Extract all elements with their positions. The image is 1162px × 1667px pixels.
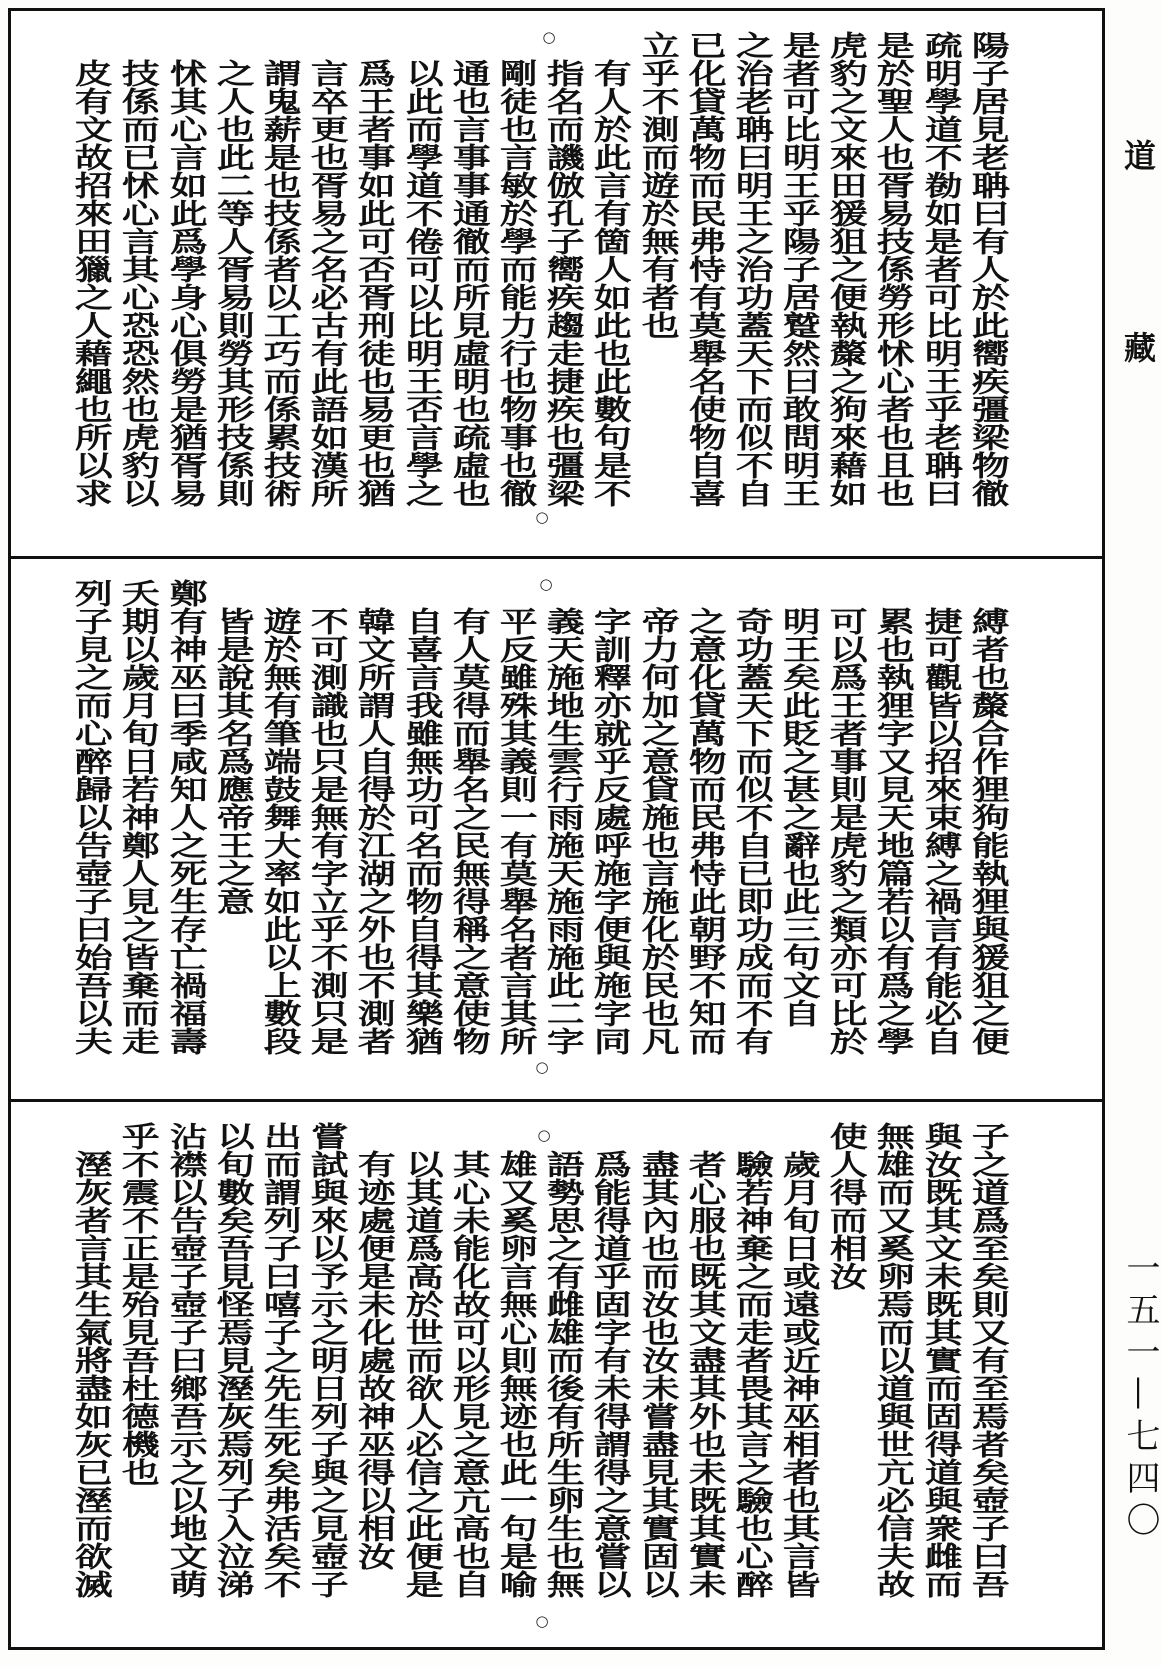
text-column: 嘗試與來以予示之明日列子與之見壺子	[305, 1122, 351, 1598]
commentary-column: 皮有文故招來田獵之人藉繩也所以求	[69, 59, 115, 507]
circle-mark: ○	[539, 575, 553, 593]
commentary-column: 其心未能化故可以形見之意亢高也自	[447, 1150, 492, 1598]
text-column: 是者可比明王乎陽子居蹵然曰敢問明王	[777, 31, 823, 507]
text-column: 之治老聃曰明王之治功蓋天下而似不自	[730, 31, 775, 507]
commentary-column: 不可測識也只是無有字立乎不測只是	[305, 607, 351, 1055]
text-panel-top	[11, 11, 1102, 556]
commentary-column: 奇功蓋天下而似不自已即功成而不有	[730, 607, 775, 1055]
commentary-column: 有人莫得而舉名之民無得稱之意使物	[447, 607, 492, 1055]
text-column: 出而謂列子曰嘻子之先生死矣弗活矣不	[258, 1122, 303, 1598]
text-column: 以旬數矣吾見怪焉見溼灰焉列子入泣涕	[211, 1122, 256, 1598]
text-column: 疏明學道不勌如是者可比明王乎老聃曰	[919, 31, 964, 507]
page-frame	[8, 8, 1105, 1650]
commentary-column: 通也言事事通徹而所見虛明也疏虛也	[447, 59, 492, 507]
commentary-column: 言卒更也胥易之名必古有此語如漢所	[305, 59, 351, 507]
text-column: 列子見之而心醉歸以告壺子曰始吾以夫	[69, 579, 115, 1055]
commentary-column: 以其道爲高於世而欲人必信之此便是	[400, 1150, 445, 1598]
commentary-column: 帝力何加之意貸施也言施化於民也凡	[635, 607, 681, 1055]
commentary-column: 捷可觀皆以招來束縛之禍言有能必自	[919, 607, 964, 1055]
text-column: 子之道爲至矣則又有至焉者矣壺子曰吾	[966, 1122, 1011, 1598]
commentary-column: 縛者也斄合作狸狗能執狸與猨狙之便	[966, 607, 1011, 1055]
circle-mark: ○	[542, 28, 556, 46]
commentary-column: 怵其心言如此爲學身心俱勞是猶胥易	[164, 59, 209, 507]
margin-title-char: 藏	[1123, 329, 1156, 367]
text-column: 是於聖人也胥易技係勞形怵心者也且也	[871, 31, 917, 507]
commentary-column: 技係而已怵心言其心恐恐然也虎豹以	[116, 59, 162, 507]
text-column: 已化貸萬物而民弗恃有莫舉名使物自喜	[683, 31, 728, 507]
commentary-column: 之意化貸萬物而民弗恃此朝野不知而	[683, 607, 728, 1055]
commentary-column: 有迹處便是未化處故神巫得以相汝	[352, 1150, 398, 1570]
commentary-column: 義天施地生雲行雨施天施雨施此二字	[541, 607, 587, 1055]
commentary-column: 歲月旬日或遠或近神巫相者也其言皆	[777, 1150, 823, 1598]
margin-title-char: 道	[1123, 137, 1156, 175]
commentary-column: 爲能得道乎固字有未得謂得之意嘗以	[588, 1150, 634, 1598]
commentary-column: 盡其內也而汝也汝未嘗盡見其實固以	[635, 1150, 681, 1598]
commentary-column: 可以爲王者事則是虎豹之類亦可比於	[824, 607, 870, 1055]
commentary-column: 有人於此言有箇人如此也此數句是不	[588, 59, 634, 507]
text-column: 無雄而又奚卵焉而以道與世亢必信夫故	[871, 1122, 917, 1598]
circle-mark: ○	[537, 1126, 551, 1144]
commentary-column: 累也執狸字又見天地篇若以有爲之學	[871, 607, 917, 1055]
circle-mark: ○	[535, 1612, 549, 1630]
commentary-column: 皆是說其名爲應帝王之意	[211, 607, 256, 915]
circle-mark: ○	[535, 508, 549, 526]
commentary-column: 語勢思之有雌雄而後有所生卵生也無	[541, 1150, 587, 1598]
text-column: 沾襟以告壺子壺子曰鄉吾示之以地文萌	[164, 1122, 209, 1598]
commentary-column: 明王矣此貶之甚之辭也此三句文自	[777, 607, 823, 1027]
commentary-column: 溼灰者言其生氣將盡如灰已溼而欲滅	[69, 1150, 115, 1598]
commentary-column: 剛徒也言敏於學而能力行也物事也徹	[494, 59, 539, 507]
commentary-column: 韓文所謂人自得於江湖之外也不測者	[352, 607, 398, 1055]
commentary-column: 之人也此二等人胥易則勞其形技係則	[211, 59, 256, 507]
text-column: 與汝既其文未既其實而固得道與衆雌而	[919, 1122, 964, 1598]
commentary-column: 者心服也既其文盡其外也未既其實未	[683, 1150, 728, 1598]
text-column: 乎不震不正是殆見吾杜德機也	[116, 1122, 162, 1486]
text-column: 夭期以歲月旬日若神鄭人見之皆棄而走	[116, 579, 162, 1055]
commentary-column: 以此而學道不倦可以比明王否言學之	[400, 59, 445, 507]
commentary-column: 字訓釋亦就乎反處呼施字便與施字同	[588, 607, 634, 1055]
text-column: 使人得而相汝	[824, 1122, 870, 1290]
text-panel-middle	[11, 559, 1102, 1099]
commentary-column: 平反雖殊其義則一有莫舉名者言其所	[494, 607, 539, 1055]
commentary-column: 自喜言我雖無功可名而物自得其樂猶	[400, 607, 445, 1055]
text-column: 立乎不測而遊於無有者也	[635, 31, 681, 339]
circle-mark: ○	[535, 1058, 549, 1076]
commentary-column: 驗若神棄之而走者畏其言之驗也心醉	[730, 1150, 775, 1598]
commentary-column: 謂鬼薪是也技係者以工巧而係累技術	[258, 59, 303, 507]
text-column: 鄭有神巫曰季咸知人之死生存亡禍福壽	[164, 579, 209, 1055]
text-column: 虎豹之文來田猨狙之便執斄之狗來藉如	[824, 31, 870, 507]
commentary-column: 爲王者事如此可否胥刑徒也易更也猶	[352, 59, 398, 507]
text-column: 陽子居見老聃曰有人於此嚮疾彊梁物徹	[966, 31, 1011, 507]
commentary-column: 遊於無有筆端鼓舞大率如此以上數段	[258, 607, 303, 1055]
commentary-column: 指名而譏倣孔子嚮疾趨走捷疾也彊梁	[541, 59, 587, 507]
page-number: 一五一—七四〇	[1120, 1250, 1160, 1544]
text-panel-bottom	[11, 1102, 1102, 1647]
commentary-column: 雄又奚卵言無心則無迹也此一句是喻	[494, 1150, 539, 1598]
